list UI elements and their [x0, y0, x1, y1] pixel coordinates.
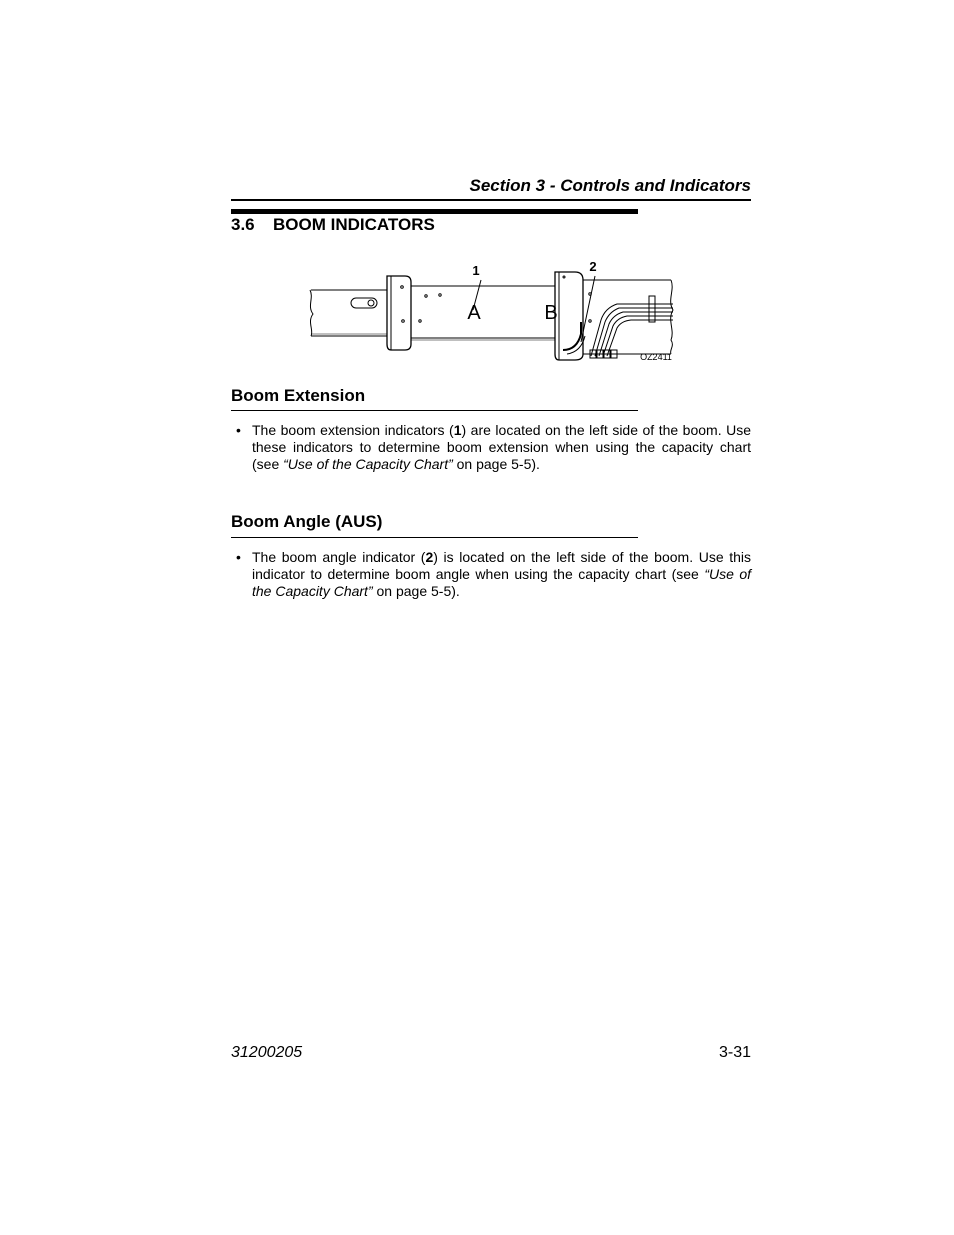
doc-number: 31200205: [231, 1044, 303, 1061]
boom-extension-rule: [231, 410, 638, 411]
page-number: 3-31: [718, 1044, 751, 1061]
header-rule: [231, 199, 751, 201]
ref-1: 1: [453, 422, 462, 438]
mark-a: A: [467, 302, 481, 324]
title-rule: [231, 209, 638, 214]
section-title-text: BOOM INDICATORS: [273, 215, 435, 234]
section-header: Section 3 - Controls and Indicators: [469, 176, 751, 195]
boom-angle-heading: Boom Angle (AUS): [231, 512, 383, 531]
capacity-chart-xref: “Use of the Capacity Chart”: [283, 456, 453, 472]
ref-2: 2: [425, 549, 434, 565]
section-title: [231, 215, 435, 235]
capacity-chart-xref: “Use of the Capacity Chart”: [252, 566, 752, 599]
boom-angle-rule: [231, 537, 638, 538]
callout-1: 1: [472, 263, 480, 278]
callout-2: 2: [589, 259, 597, 274]
section-number: 3.6: [231, 215, 255, 234]
bullet: •: [236, 549, 241, 565]
boom-illustration: [305, 258, 680, 368]
mark-b: B: [544, 302, 558, 324]
figure-code: OZ2411: [640, 352, 672, 362]
boom-extension-paragraph: • The boom extension indicators (1) are located on the left side of the boom. Use these indicators to determine boom extension when using the capacity chart (see “Use of the Capacity Chart” on page 5-5).: [236, 422, 751, 472]
boom-angle-paragraph: • The boom angle indicator (2) is located on the left side of the boom. Use this indicator to determine boom angle when using the capacity chart (see “Use of the Capacity Chart” on page 5-5).: [236, 549, 752, 599]
boom-extension-heading: Boom Extension: [231, 386, 366, 405]
bullet: •: [236, 422, 241, 438]
